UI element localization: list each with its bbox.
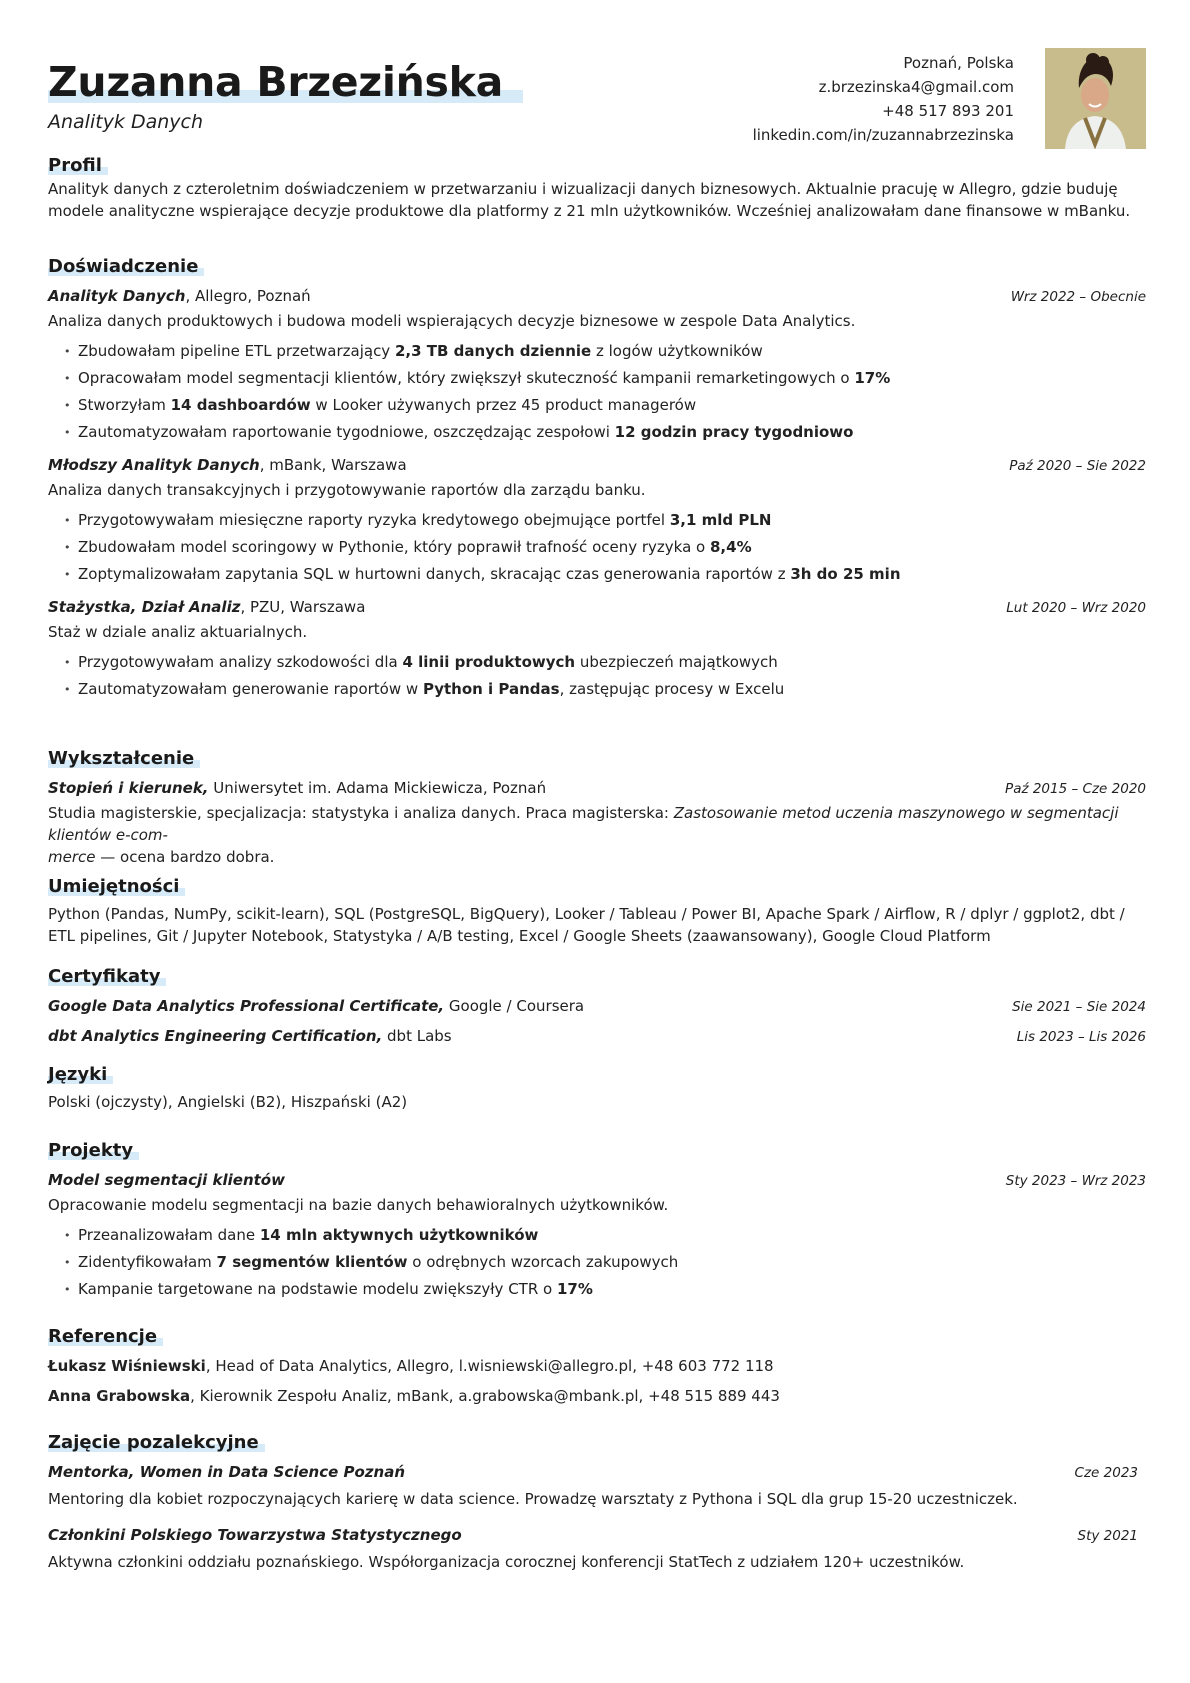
certificate-name: Google Data Analytics Professional Certificate,	[48, 997, 445, 1015]
school: Uniwersytet im. Adama Mickiewicza, Poznań	[208, 779, 547, 797]
languages-list: Polski (ojczysty), Angielski (B2), Hiszpański (A2)	[48, 1093, 408, 1111]
job-header	[48, 454, 1146, 477]
job-description: Analiza danych transakcyjnych i przygotowywanie raportów dla zarządu banku.	[48, 481, 646, 499]
extracurricular-section	[48, 1432, 1146, 1573]
bullet-item: • Zoptymalizowałam zapytania SQL w hurtowni danych, skracając czas generowania raportów z 3h do 25 min	[64, 561, 1146, 588]
activity-name: Mentorka, Women in Data Science Poznań	[48, 1463, 406, 1481]
profile-photo	[1045, 48, 1146, 149]
certificate-date: Lis 2023 – Lis 2026	[1016, 1029, 1146, 1045]
contact-email[interactable]: z.brzezinska4@gmail.com	[818, 78, 1014, 96]
portrait-icon	[1045, 48, 1146, 149]
activity-description: Mentoring dla kobiet rozpoczynających karierę w data science. Prowadzę warsztaty z Pythona i SQL dla grup 15-20 uczestniczek.	[48, 1490, 1018, 1508]
reference-name: Łukasz Wiśniewski	[48, 1357, 206, 1375]
experience-section	[48, 256, 1146, 703]
bullet-item: • Zautomatyzowałam generowanie raportów w Python i Pandas, zastępując procesy w Excelu	[64, 676, 1146, 703]
job-date: Lut 2020 – Wrz 2020	[1006, 600, 1146, 616]
resume-page	[48, 0, 1146, 1571]
profile-summary: Analityk danych z czteroletnim doświadczeniem w przetwarzaniu i wizualizacji danych biznesowych. Aktualnie pracuję w Allegro, gdzie buduję modele analityczne wspierające decyzje produktowe dla platformy z 21 mln użytkowników. Wcześniej analizowałam dane finansowe w mBanku.	[48, 180, 1131, 220]
contact-location: Poznań, Polska	[903, 54, 1014, 72]
bullet-item: • Przygotowywałam miesięczne raporty ryzyka kredytowego obejmujące portfel 3,1 mld PLN	[64, 507, 1146, 534]
job-description: Staż w dziale analiz aktuarialnych.	[48, 623, 308, 641]
section-heading-experience: Doświadczenie	[48, 256, 204, 277]
certificate-date: Sie 2021 – Sie 2024	[1012, 999, 1146, 1015]
job-entry	[48, 454, 1146, 588]
education-section	[48, 748, 1146, 868]
contact-info	[753, 51, 1014, 147]
certificate-item	[48, 995, 1146, 1018]
section-heading-skills: Umiejętności	[48, 876, 185, 897]
contact-linkedin[interactable]: linkedin.com/in/zuzannabrzezinska	[752, 126, 1014, 144]
job-date: Paź 2020 – Sie 2022	[1009, 458, 1146, 474]
activity-header	[48, 1461, 1146, 1484]
reference-item	[48, 1355, 1146, 1377]
job-header	[48, 596, 1146, 619]
job-entry	[48, 285, 1146, 446]
job-role: Analityk Danych	[48, 287, 186, 305]
job-entry	[48, 596, 1146, 703]
bullet-item: • Zautomatyzowałam raportowanie tygodniowe, oszczędzając zespołowi 12 godzin pracy tygodniowo	[64, 419, 1146, 446]
bullet-item: • Stworzyłam 14 dashboardów w Looker używanych przez 45 product managerów	[64, 392, 1146, 419]
job-bullets	[64, 507, 1146, 588]
project-description: Opracowanie modelu segmentacji na bazie danych behawioralnych użytkowników.	[48, 1196, 669, 1214]
bullet-item: • Przygotowywałam analizy szkodowości dla 4 linii produktowych ubezpieczeń majątkowych	[64, 649, 1146, 676]
reference-details: , Kierownik Zespołu Analiz, mBank, a.grabowska@mbank.pl, +48 515 889 443	[190, 1387, 780, 1405]
project-date: Sty 2023 – Wrz 2023	[1005, 1173, 1146, 1189]
section-heading-languages: Języki	[48, 1064, 113, 1085]
section-heading-certificates: Certyfikaty	[48, 966, 166, 987]
section-heading-extracurricular: Zajęcie pozalekcyjne	[48, 1432, 265, 1453]
name-block	[48, 58, 523, 133]
profile-section	[48, 155, 1146, 222]
job-role: Młodszy Analityk Danych	[48, 456, 260, 474]
projects-section	[48, 1140, 1146, 1303]
bullet-item: • Zidentyfikowałam 7 segmentów klientów o odrębnych wzorcach zakupowych	[64, 1249, 1146, 1276]
skills-list: Python (Pandas, NumPy, scikit-learn), SQL (PostgreSQL, BigQuery), Looker / Tableau / Power BI, Apache Spark / Airflow, R / dplyr / ggplot2, dbt / ETL pipelines, Git / Jupyter Notebook, Statystyka / A/B testing, Excel / Google Sheets (zaawansowany), Google Cloud Platform	[48, 905, 1125, 945]
project-bullets	[64, 1222, 1146, 1303]
job-description: Analiza danych produktowych i budowa modeli wspierających decyzje biznesowe w zespole Data Analytics.	[48, 312, 856, 330]
languages-section	[48, 1064, 1146, 1113]
job-org: , PZU, Warszawa	[240, 598, 366, 616]
project-header	[48, 1169, 1146, 1192]
education-description: Studia magisterskie, specjalizacja: statystyka i analiza danych. Praca magisterska: Zastosowanie metod uczenia maszynowego w segmentacji klientów e-com- merce — ocena bardzo dobra.	[48, 804, 1119, 866]
job-bullets	[64, 649, 1146, 703]
job-date: Wrz 2022 – Obecnie	[1010, 289, 1146, 305]
certificate-issuer: dbt Labs	[382, 1027, 452, 1045]
section-heading-education: Wykształcenie	[48, 748, 200, 769]
references-section	[48, 1326, 1146, 1407]
section-heading-projects: Projekty	[48, 1140, 139, 1161]
project-name: Model segmentacji klientów	[48, 1171, 285, 1189]
certificate-item	[48, 1025, 1146, 1048]
thesis-title: Zastosowanie metod uczenia maszynowego w segmentacji klientów e-com-	[48, 804, 1119, 844]
candidate-title: Analityk Danych	[48, 111, 204, 133]
degree: Stopień i kierunek,	[48, 779, 209, 797]
activity-date: Sty 2021	[1077, 1528, 1138, 1544]
resume-header	[48, 0, 1146, 160]
reference-details: , Head of Data Analytics, Allegro, l.wisniewski@allegro.pl, +48 603 772 118	[205, 1357, 774, 1375]
certificate-name: dbt Analytics Engineering Certification,	[48, 1027, 383, 1045]
activity-description: Aktywna członkini oddziału poznańskiego. Współorganizacja corocznej konferencji StatTech z udziałem 120+ uczestników.	[48, 1553, 965, 1571]
certificate-issuer: Google / Coursera	[444, 997, 585, 1015]
skills-section	[48, 876, 1146, 947]
activity-date: Cze 2023	[1074, 1465, 1138, 1481]
bullet-item: • Zbudowałam model scoringowy w Pythonie, który poprawił trafność oceny ryzyka o 8,4%	[64, 534, 1146, 561]
job-bullets	[64, 338, 1146, 446]
job-header	[48, 285, 1146, 308]
contact-phone: +48 517 893 201	[882, 102, 1014, 120]
bullet-item: • Przeanalizowałam dane 14 mln aktywnych użytkowników	[64, 1222, 1146, 1249]
bullet-item: • Zbudowałam pipeline ETL przetwarzający 2,3 TB danych dziennie z logów użytkowników	[64, 338, 1146, 365]
section-heading-references: Referencje	[48, 1326, 163, 1347]
candidate-name: Zuzanna Brzezińska	[48, 62, 523, 103]
bullet-item: • Kampanie targetowane na podstawie modelu zwiększyły CTR o 17%	[64, 1276, 1146, 1303]
reference-name: Anna Grabowska	[48, 1387, 191, 1405]
reference-item	[48, 1385, 1146, 1407]
bullet-item: • Opracowałam model segmentacji klientów, który zwiększył skuteczność kampanii remarketingowych o 17%	[64, 365, 1146, 392]
education-header	[48, 777, 1146, 800]
job-org: , mBank, Warszawa	[259, 456, 407, 474]
job-org: , Allegro, Poznań	[185, 287, 311, 305]
job-role: Stażystka, Dział Analiz	[48, 598, 241, 616]
certificates-section	[48, 966, 1146, 1048]
activity-header	[48, 1524, 1146, 1547]
section-heading-profile: Profil	[48, 155, 108, 176]
activity-name: Członkini Polskiego Towarzystwa Statystycznego	[48, 1526, 462, 1544]
education-date: Paź 2015 – Cze 2020	[1005, 781, 1146, 797]
